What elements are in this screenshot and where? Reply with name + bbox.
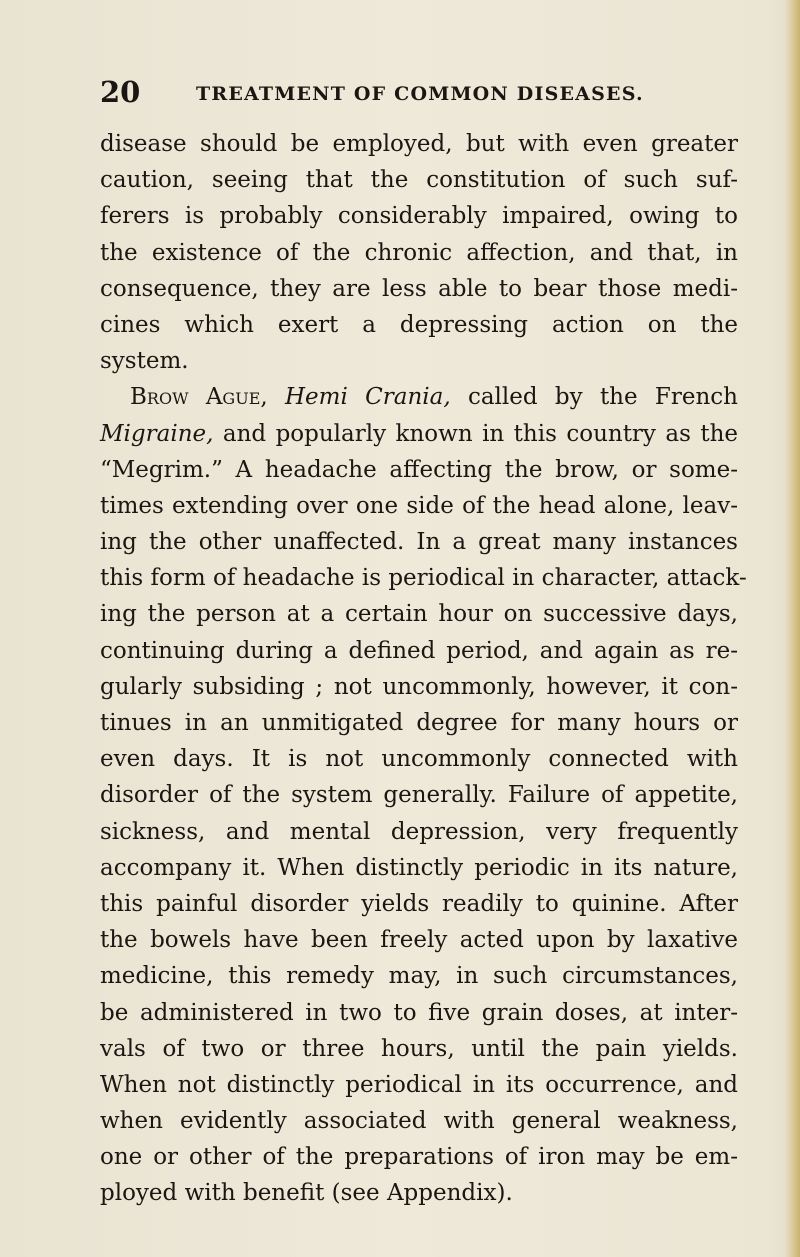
text-line: consequence, they are less able to bear those medi- xyxy=(100,275,738,302)
text-line: caution, seeing that the constitution of such suf- xyxy=(100,167,738,194)
body-text xyxy=(100,126,747,1212)
text-line: cines which exert a depressing action on the xyxy=(100,311,738,338)
text-line: the existence of the chronic affection, and that, in xyxy=(100,239,738,266)
term-migraine: Migraine, xyxy=(100,420,214,447)
text-line: “Megrim.” A headache affecting the brow, or some- xyxy=(100,456,738,483)
text-line: times extending over one side of the head alone, leav- xyxy=(100,492,738,519)
term-hemi-crania: Hemi Crania, xyxy=(285,384,451,411)
text-line: ployed with benefit (see Appendix). xyxy=(100,1180,513,1207)
text-line: this painful disorder yields readily to quinine. After xyxy=(100,890,738,917)
text-line: this form of headache is periodical in character, attack- xyxy=(100,565,747,592)
running-head: TREATMENT OF COMMON DISEASES. xyxy=(196,83,644,105)
text-line: ferers is probably considerably impaired, owing to xyxy=(100,203,738,230)
text-line: When not distinctly periodical in its occurrence, and xyxy=(100,1071,738,1098)
text-line: vals of two or three hours, until the pain yields. xyxy=(100,1035,738,1062)
text-line: even days. It is not uncommonly connected with xyxy=(100,746,738,773)
text-line: system. xyxy=(100,348,189,375)
text-line: one or other of the preparations of iron may be em- xyxy=(100,1144,738,1171)
section-heading-brow-ague: Brow Ague, xyxy=(130,384,268,411)
text-line: disease should be employed, but with even greater xyxy=(100,131,738,157)
text-line: be administered in two to five grain doses, at inter- xyxy=(100,999,738,1026)
text-line: continuing during a defined period, and again as re- xyxy=(100,637,738,664)
paragraph-start-line xyxy=(100,379,738,415)
page-number: 20 xyxy=(100,75,141,109)
page-edge xyxy=(786,0,800,1257)
text-line: ing the person at a certain hour on successive days, xyxy=(100,601,738,628)
text-fragment: and popularly known in this country as the xyxy=(213,420,738,447)
text-line xyxy=(100,416,738,452)
text-line: when evidently associated with general weakness, xyxy=(100,1108,738,1135)
text-line: sickness, and mental depression, very frequently xyxy=(100,818,738,845)
text-fragment: called by the French xyxy=(450,384,738,411)
text-line: medicine, this remedy may, in such circumstances, xyxy=(100,963,738,990)
text-line: accompany it. When distinctly periodic in its nature, xyxy=(100,854,738,881)
text-line: tinues in an unmitigated degree for many hours or xyxy=(100,710,738,736)
text-line: the bowels have been freely acted upon by laxative xyxy=(100,927,738,954)
text-line: ing the other unaffected. In a great many instances xyxy=(100,529,738,556)
page-header xyxy=(100,76,720,108)
text-line: disorder of the system generally. Failure of appetite, xyxy=(100,782,738,809)
text-line: gularly subsiding ; not uncommonly, however, it con- xyxy=(100,673,738,700)
